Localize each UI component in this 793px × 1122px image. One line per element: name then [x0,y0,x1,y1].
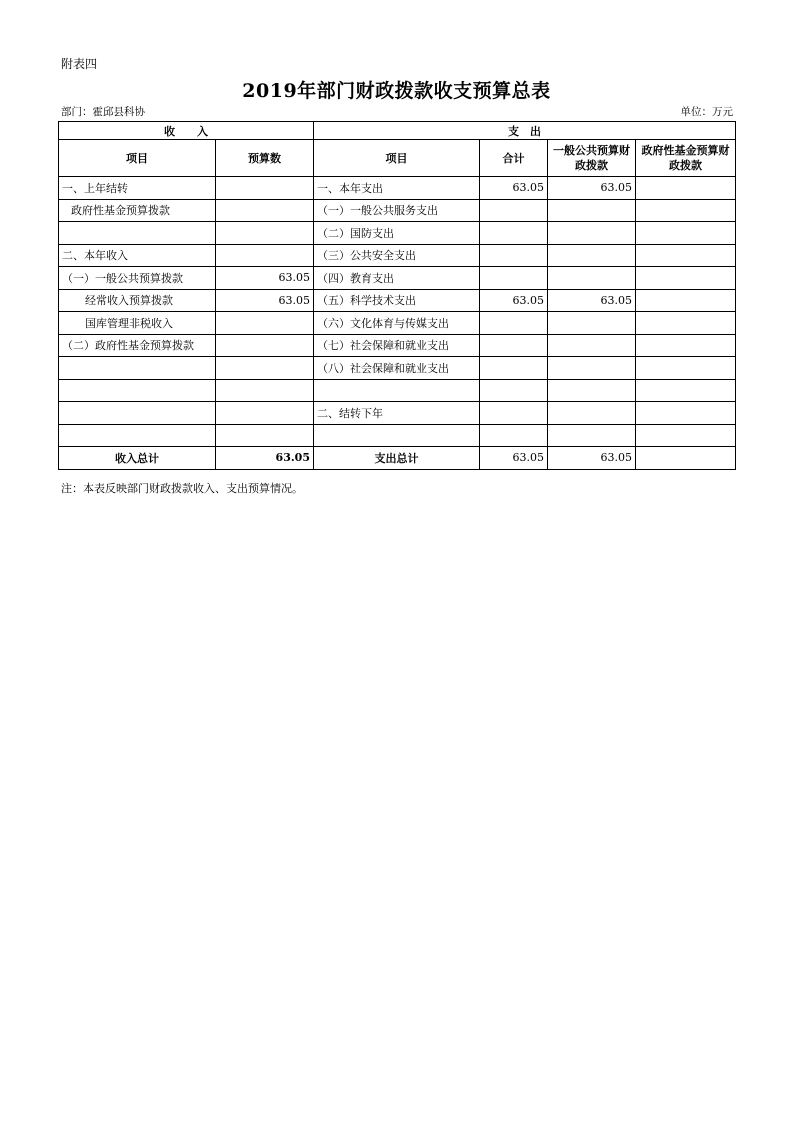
expense-fund [636,244,736,267]
expense-item [314,379,480,402]
expense-total [480,424,548,447]
table-row [59,402,736,425]
column-header-row [59,140,736,177]
totals-row [59,447,736,470]
col-income-budget: 预算数 [216,140,314,177]
table-row [59,424,736,447]
expense-general [548,267,636,290]
expense-fund [636,379,736,402]
expense-general [548,424,636,447]
income-amount [216,199,314,222]
department-label: 部门：霍邱县科协 [61,106,145,118]
expense-total [480,402,548,425]
expense-general [548,357,636,380]
income-item [59,357,216,380]
table-row [59,222,736,245]
expense-total [480,379,548,402]
expense-fund-total [636,447,736,470]
expense-general [548,312,636,335]
expense-total [480,357,548,380]
expense-total [480,222,548,245]
table-row [59,267,736,290]
income-item: 二、本年收入 [59,244,216,267]
income-item: 国库管理非税收入 [59,312,216,335]
expense-general-total: 63.05 [548,447,636,470]
table-row [59,334,736,357]
expense-total [480,267,548,290]
footnote: 注：本表反映部门财政拨款收入、支出预算情况。 [61,482,303,495]
expense-total [480,244,548,267]
expense-section-header: 支 出 [314,122,736,140]
expense-general [548,379,636,402]
expense-general [548,222,636,245]
expense-item: （四）教育支出 [314,267,480,290]
income-item [59,379,216,402]
expense-total [480,334,548,357]
income-amount [216,402,314,425]
expense-total: 63.05 [480,289,548,312]
col-fund-budget: 政府性基金预算财政拨款 [636,140,736,177]
expense-total-label: 支出总计 [314,447,480,470]
expense-item: （八）社会保障和就业支出 [314,357,480,380]
income-item: 政府性基金预算拨款 [59,199,216,222]
expense-general: 63.05 [548,177,636,200]
page-title: 2019年部门财政拨款收支预算总表 [242,80,551,102]
expense-item: （五）科学技术支出 [314,289,480,312]
expense-general [548,199,636,222]
expense-fund [636,289,736,312]
col-income-item: 项目 [59,140,216,177]
expense-general [548,244,636,267]
expense-fund [636,199,736,222]
expense-total: 63.05 [480,177,548,200]
expense-fund [636,267,736,290]
expense-item [314,424,480,447]
income-section-header: 收 入 [59,122,314,140]
expense-item: （三）公共安全支出 [314,244,480,267]
expense-general [548,402,636,425]
expense-fund [636,424,736,447]
expense-total [480,312,548,335]
table-row [59,199,736,222]
expense-item: 一、本年支出 [314,177,480,200]
expense-total [480,199,548,222]
expense-item: （七）社会保障和就业支出 [314,334,480,357]
expense-general [548,334,636,357]
income-amount [216,379,314,402]
income-amount [216,222,314,245]
income-amount [216,312,314,335]
table-row [59,244,736,267]
unit-label: 单位：万元 [680,106,733,118]
budget-table [58,121,736,470]
income-item [59,424,216,447]
income-amount: 63.05 [216,267,314,290]
expense-total-amount: 63.05 [480,447,548,470]
income-total-label: 收入总计 [59,447,216,470]
income-amount [216,334,314,357]
income-amount [216,357,314,380]
income-item [59,222,216,245]
col-expense-item: 项目 [314,140,480,177]
table-row [59,357,736,380]
income-item: （二）政府性基金预算拨款 [59,334,216,357]
table-row [59,177,736,200]
income-item: 一、上年结转 [59,177,216,200]
expense-fund [636,222,736,245]
col-general-budget: 一般公共预算财政拨款 [548,140,636,177]
expense-fund [636,312,736,335]
income-item [59,402,216,425]
table-row [59,289,736,312]
income-amount [216,244,314,267]
income-item: （一）一般公共预算拨款 [59,267,216,290]
appendix-label: 附表四 [61,57,98,71]
section-header-row [59,122,736,140]
expense-item: （一）一般公共服务支出 [314,199,480,222]
expense-general: 63.05 [548,289,636,312]
income-item: 经常收入预算拨款 [59,289,216,312]
income-amount [216,424,314,447]
expense-item: 二、结转下年 [314,402,480,425]
income-amount [216,177,314,200]
expense-fund [636,334,736,357]
income-amount: 63.05 [216,289,314,312]
expense-fund [636,177,736,200]
col-expense-total: 合计 [480,140,548,177]
expense-item: （二）国防支出 [314,222,480,245]
expense-fund [636,357,736,380]
table-row [59,379,736,402]
income-total-amount: 63.05 [216,447,314,470]
expense-item: （六）文化体育与传媒支出 [314,312,480,335]
table-row [59,312,736,335]
expense-fund [636,402,736,425]
